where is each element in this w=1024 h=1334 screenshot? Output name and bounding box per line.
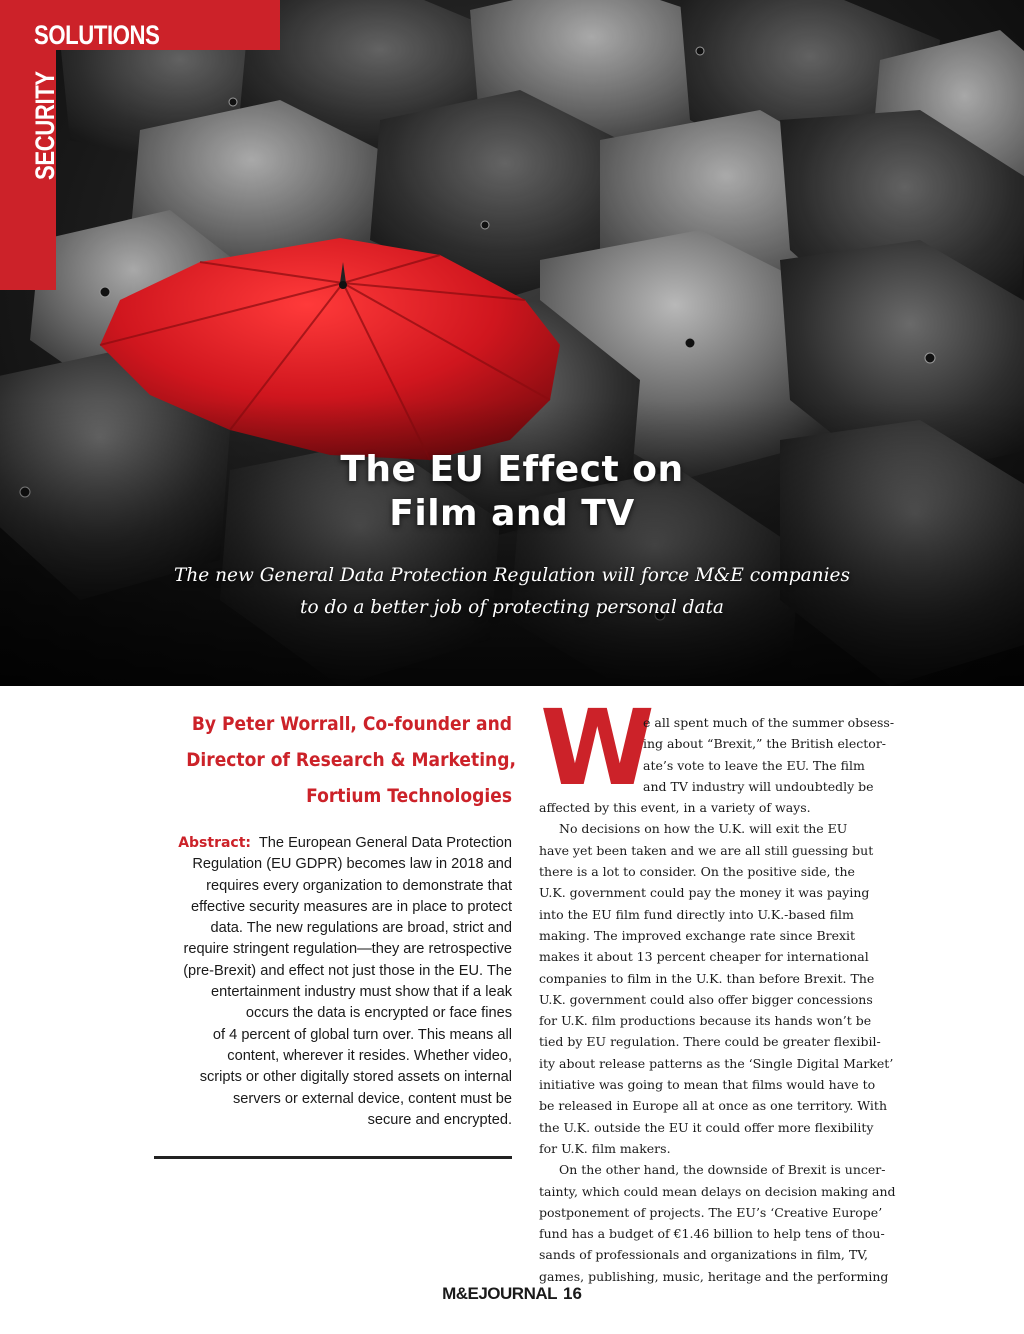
abstract-line: Regulation (EU GDPR) becomes law in 2018 and xyxy=(192,856,512,873)
page-number: 16 xyxy=(563,1284,582,1303)
article-line: ity about release patterns as the ‘Single Digital Market’ xyxy=(539,1055,894,1071)
article-lead-line: ate’s vote to leave the EU. The film xyxy=(643,757,865,773)
article-line: have yet been taken and we are all still guessing but xyxy=(539,842,874,858)
section-label-security: SECURITY xyxy=(30,71,60,180)
abstract-line: requires every organization to demonstrate that xyxy=(206,877,512,894)
article-title-line: Film and TV xyxy=(389,493,635,534)
abstract-line: (pre-Brexit) and effect not just those in the EU. The xyxy=(183,962,512,979)
article-line: for U.K. film productions because its hands won’t be xyxy=(539,1013,872,1029)
section-label-solutions: SOLUTIONS xyxy=(34,20,160,50)
drop-cap: W xyxy=(540,687,651,809)
article-line: fund has a budget of €1.46 billion to help tens of thou- xyxy=(539,1226,885,1242)
abstract-line: data. The new regulations are broad, strict and xyxy=(210,920,512,937)
abstract-label: Abstract: xyxy=(178,835,252,851)
byline-line: Fortium Technologies xyxy=(306,785,512,807)
article-body xyxy=(539,712,896,1287)
article-line: games, publishing, music, heritage and the performing xyxy=(539,1268,889,1284)
byline xyxy=(150,706,516,814)
article-line: affected by this event, in a variety of ways. xyxy=(539,800,811,816)
abstract-line: servers or external device, content must be xyxy=(232,1090,512,1107)
article-line: U.K. government could also offer bigger concessions xyxy=(539,991,873,1007)
publication-name: M&EJOURNAL xyxy=(442,1284,558,1303)
article-line: No decisions on how the U.K. will exit the EU xyxy=(559,821,848,837)
page-footer xyxy=(0,1284,1024,1304)
article-line: into the EU film fund directly into U.K.-based film xyxy=(539,906,854,922)
article-line: the U.K. outside the EU it could offer more flexibility xyxy=(539,1119,874,1135)
article-subtitle xyxy=(0,560,1024,624)
article-lead-line: e all spent much of the summer obsess- xyxy=(643,715,895,730)
abstract xyxy=(126,833,512,1131)
abstract-line: of 4 percent of global turn over. This means all xyxy=(212,1026,512,1043)
article-line: making. The improved exchange rate since Brexit xyxy=(539,927,856,943)
article-lead-line: and TV industry will undoubtedly be xyxy=(643,778,874,794)
abstract-line: secure and encrypted. xyxy=(367,1111,512,1128)
article-line: for U.K. film makers. xyxy=(539,1140,671,1156)
abstract-line: scripts or other digitally stored assets on internal xyxy=(199,1069,512,1086)
article-line: tainty, which could mean delays on decision making and xyxy=(539,1183,896,1199)
article-line: On the other hand, the downside of Brexit is uncer- xyxy=(559,1162,886,1178)
abstract-line: occurs the data is encrypted or face fines xyxy=(245,1005,512,1022)
article-line: be released in Europe all at once as one territory. With xyxy=(539,1098,887,1114)
article-line: postponement of projects. The EU’s ‘Creative Europe’ xyxy=(539,1204,883,1220)
article-line: makes it about 13 percent cheaper for international xyxy=(539,949,869,965)
article-line: U.K. government could pay the money it was paying xyxy=(539,885,870,901)
abstract-line: effective security measures are in place to protect xyxy=(191,898,512,915)
article-subtitle-line: to do a better job of protecting personal data xyxy=(300,597,724,618)
article-title-line: The EU Effect on xyxy=(340,449,684,490)
article-subtitle-line: The new General Data Protection Regulation will force M&E companies xyxy=(174,565,850,586)
abstract-text: The European General Data Protection xyxy=(258,835,512,851)
article-line: sands of professionals and organizations in film, TV, xyxy=(539,1247,869,1263)
abstract-line: entertainment industry must show that if a leak xyxy=(211,984,512,1001)
article-line: tied by EU regulation. There could be greater flexibil- xyxy=(539,1034,881,1050)
byline-line: By Peter Worrall, Co-founder and xyxy=(191,713,512,735)
article-line: companies to film in the U.K. than before Brexit. The xyxy=(539,970,875,986)
article-line: initiative was going to mean that films would have to xyxy=(539,1077,876,1093)
abstract-divider xyxy=(154,1156,512,1159)
byline-line: Director of Research & Marketing, xyxy=(186,749,516,771)
abstract-line: content, wherever it resides. Whether video, xyxy=(227,1047,512,1064)
article-lead-line: ing about “Brexit,” the British elector- xyxy=(643,736,887,752)
article-title xyxy=(0,448,1024,536)
abstract-line: require stringent regulation—they are retrospective xyxy=(183,941,512,958)
abstract-line xyxy=(126,833,512,854)
article-line: there is a lot to consider. On the positive side, the xyxy=(539,864,855,880)
